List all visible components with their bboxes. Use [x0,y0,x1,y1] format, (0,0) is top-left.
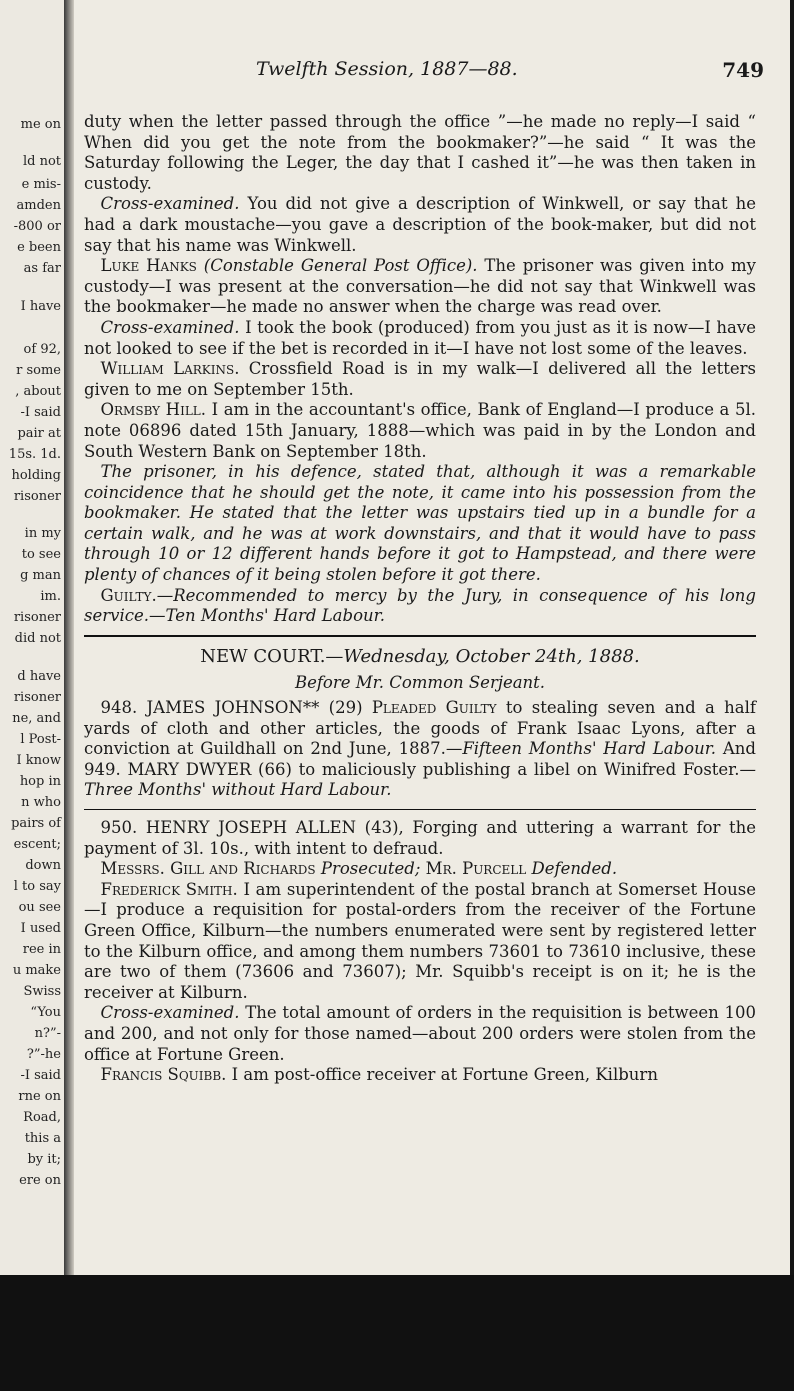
cross-examination-paragraph: Cross-examined. The total amount of orders in the requisition is between 100 and 200, and not only for those named—about 200 orders were stolen from the office at Fortune Green. [84,1003,756,1064]
witness-paragraph: Ormsby Hill. I am in the accountant's office, Bank of England—I produce a 5l. note 06896 dated 15th January, 1888—which was paid in by the London and South Western Bank on September 18th. [84,400,756,461]
left-page-fragment: I know [16,753,61,768]
left-page-fragment: amden [16,198,61,213]
running-header [74,58,764,88]
defence-paragraph: The prisoner, in his defence, stated that, although it was a remarkable coincidence that he should get the note, it came into his possession from the bookmaker. He stated that the letter was upstairs tied up in a bundle for a certain walk, and he was at work downstairs, and that it would have to pass through 10 or 12 different hands before it got to Hampstead, and there were plenty of chances of it being stolen before it got there. [84,462,756,585]
left-page-fragment: 15s. 1d. [8,447,61,462]
left-page-fragment: pair at [17,426,61,441]
left-page-fragment: risoner [13,690,61,705]
left-page-fragment: holding [11,468,61,483]
scan-background [0,1275,794,1391]
left-page-fragment: n?”- [34,1026,61,1041]
left-page-fragment: as far [23,261,61,276]
left-page-fragment: down [25,858,61,873]
left-page-fragment: risoner [13,489,61,504]
left-page-fragment: Road, [23,1110,61,1125]
verdict-paragraph: Guilty.—Recommended to mercy by the Jury, in consequence of his long service.—Ten Months' Hard Labour. [84,585,756,626]
left-page-fragment: to see [21,547,61,562]
left-page-fragment: “You [30,1005,61,1020]
left-page-fragment: ou see [18,900,61,915]
left-page-fragment: ere on [19,1173,61,1188]
left-page-fragment: ld not [22,154,61,169]
cross-examination-paragraph: Cross-examined. You did not give a description of Winkwell, or say that he had a dark moustache—you gave a description of the book-maker, but did not say that his name was Winkwell. [84,194,756,255]
counsel-line: Messrs. Gill and Richards Prosecuted; Mr. Purcell Defended. [100,859,618,879]
left-page-fragment: u make [12,963,61,978]
left-page-fragment: , about [15,384,61,399]
left-page-fragment: -800 or [13,219,61,234]
left-page-fragment: risoner [13,610,61,625]
left-page-fragment: n who [21,795,61,810]
left-page-fragment: I have [20,299,61,314]
left-page-fragment: e been [17,240,61,255]
left-page-fragment: ?”-he [26,1047,61,1062]
left-page-fragment: ree in [22,942,61,957]
witness-paragraph: Francis Squibb. I am post-office receiver at Fortune Green, Kilburn [100,1065,658,1085]
left-page-fragment: did not [14,631,61,646]
witness-paragraph: Luke Hanks (Constable General Post Office). The prisoner was given into my custody—I was present at the conversation—he did not say that Winkwell was the bookmaker—he made no answer when the charge was read over. [84,256,756,317]
book-page [74,0,790,1275]
left-page-fragment: by it; [27,1152,61,1167]
left-page-fragment: d have [17,669,61,684]
session-title: Twelfth Session, 1887—88. [256,58,518,80]
left-page-fragment: e mis- [21,177,61,192]
left-page-fragment: hop in [19,774,61,789]
cross-examination-paragraph: Cross-examined. I took the book (produced) from you just as it is now—I have not looked to see if the bet is recorded in it—I have not lost some of the leaves. [84,317,756,358]
left-page-fragment: Swiss [23,984,61,999]
left-page-fragment: me on [20,117,61,132]
left-page-fragment: this a [24,1131,61,1146]
left-page-fragment: -I said [20,405,61,420]
section-divider [84,635,756,637]
left-page-fragment: im. [40,589,61,604]
testimony-paragraph: duty when the letter passed through the office ”—he made no reply—I said “ When did you get the note from the bookmaker?”—he said “ It was the Saturday following the Leger, the day that I cashed it”—he was then taken in custody. [84,112,756,193]
left-page-fragment: -I said [20,1068,61,1083]
case-948-paragraph: 948. JAMES JOHNSON** (29) Pleaded Guilty to stealing seven and a half yards of cloth and other articles, the goods of Frank Isaac Lyons, after a conviction at Guildhall on 2nd June, 1887.—Fifteen Months' Hard Labour. And 949. MARY DWYER (66) to maliciously publishing a libel on Winifred Foster.—Three Months' without Hard Labour. [84,698,756,800]
left-page-fragment: l Post- [20,732,61,747]
left-page-fragment: r some [16,363,61,378]
book-gutter [64,0,74,1275]
witness-paragraph: Frederick Smith. I am superintendent of the postal branch at Somerset House—I produce a requisition for postal-orders from the receiver of the Fortune Green Office, Kilburn—the numbers enumerated were sent by registered letter to the Kilburn office, and among them numbers 73601 to 73610 inclusive, these are two of them (73606 and 73607); Mr. Squibb's receipt is on it; he is the receiver at Kilburn. [84,879,757,1002]
case-divider [84,809,756,810]
left-page-fragment: I used [20,921,61,936]
witness-paragraph: William Larkins. Crossfield Road is in my walk—I delivered all the letters given to me on September 15th. [84,359,756,399]
left-page-fragment: ne, and [12,711,61,726]
page-number: 749 [722,58,764,82]
left-page-fragment: l to say [13,879,61,894]
left-page-fragment: g man [20,568,61,583]
left-page-fragment: in my [24,526,61,541]
main-column [84,112,756,1086]
case-950-paragraph: 950. HENRY JOSEPH ALLEN (43), Forging and uttering a warrant for the payment of 3l. 10s., with intent to defraud. [84,818,757,858]
left-page-edge [0,0,67,1275]
judge-line: Before Mr. Common Serjeant. [294,673,546,693]
left-page-fragment: of 92, [23,342,61,357]
left-page-fragment: rne on [18,1089,61,1104]
left-page-fragment: escent; [13,837,61,852]
left-page-fragment: pairs of [11,816,61,831]
court-heading: NEW COURT.—Wednesday, October 24th, 1888. [200,645,640,667]
